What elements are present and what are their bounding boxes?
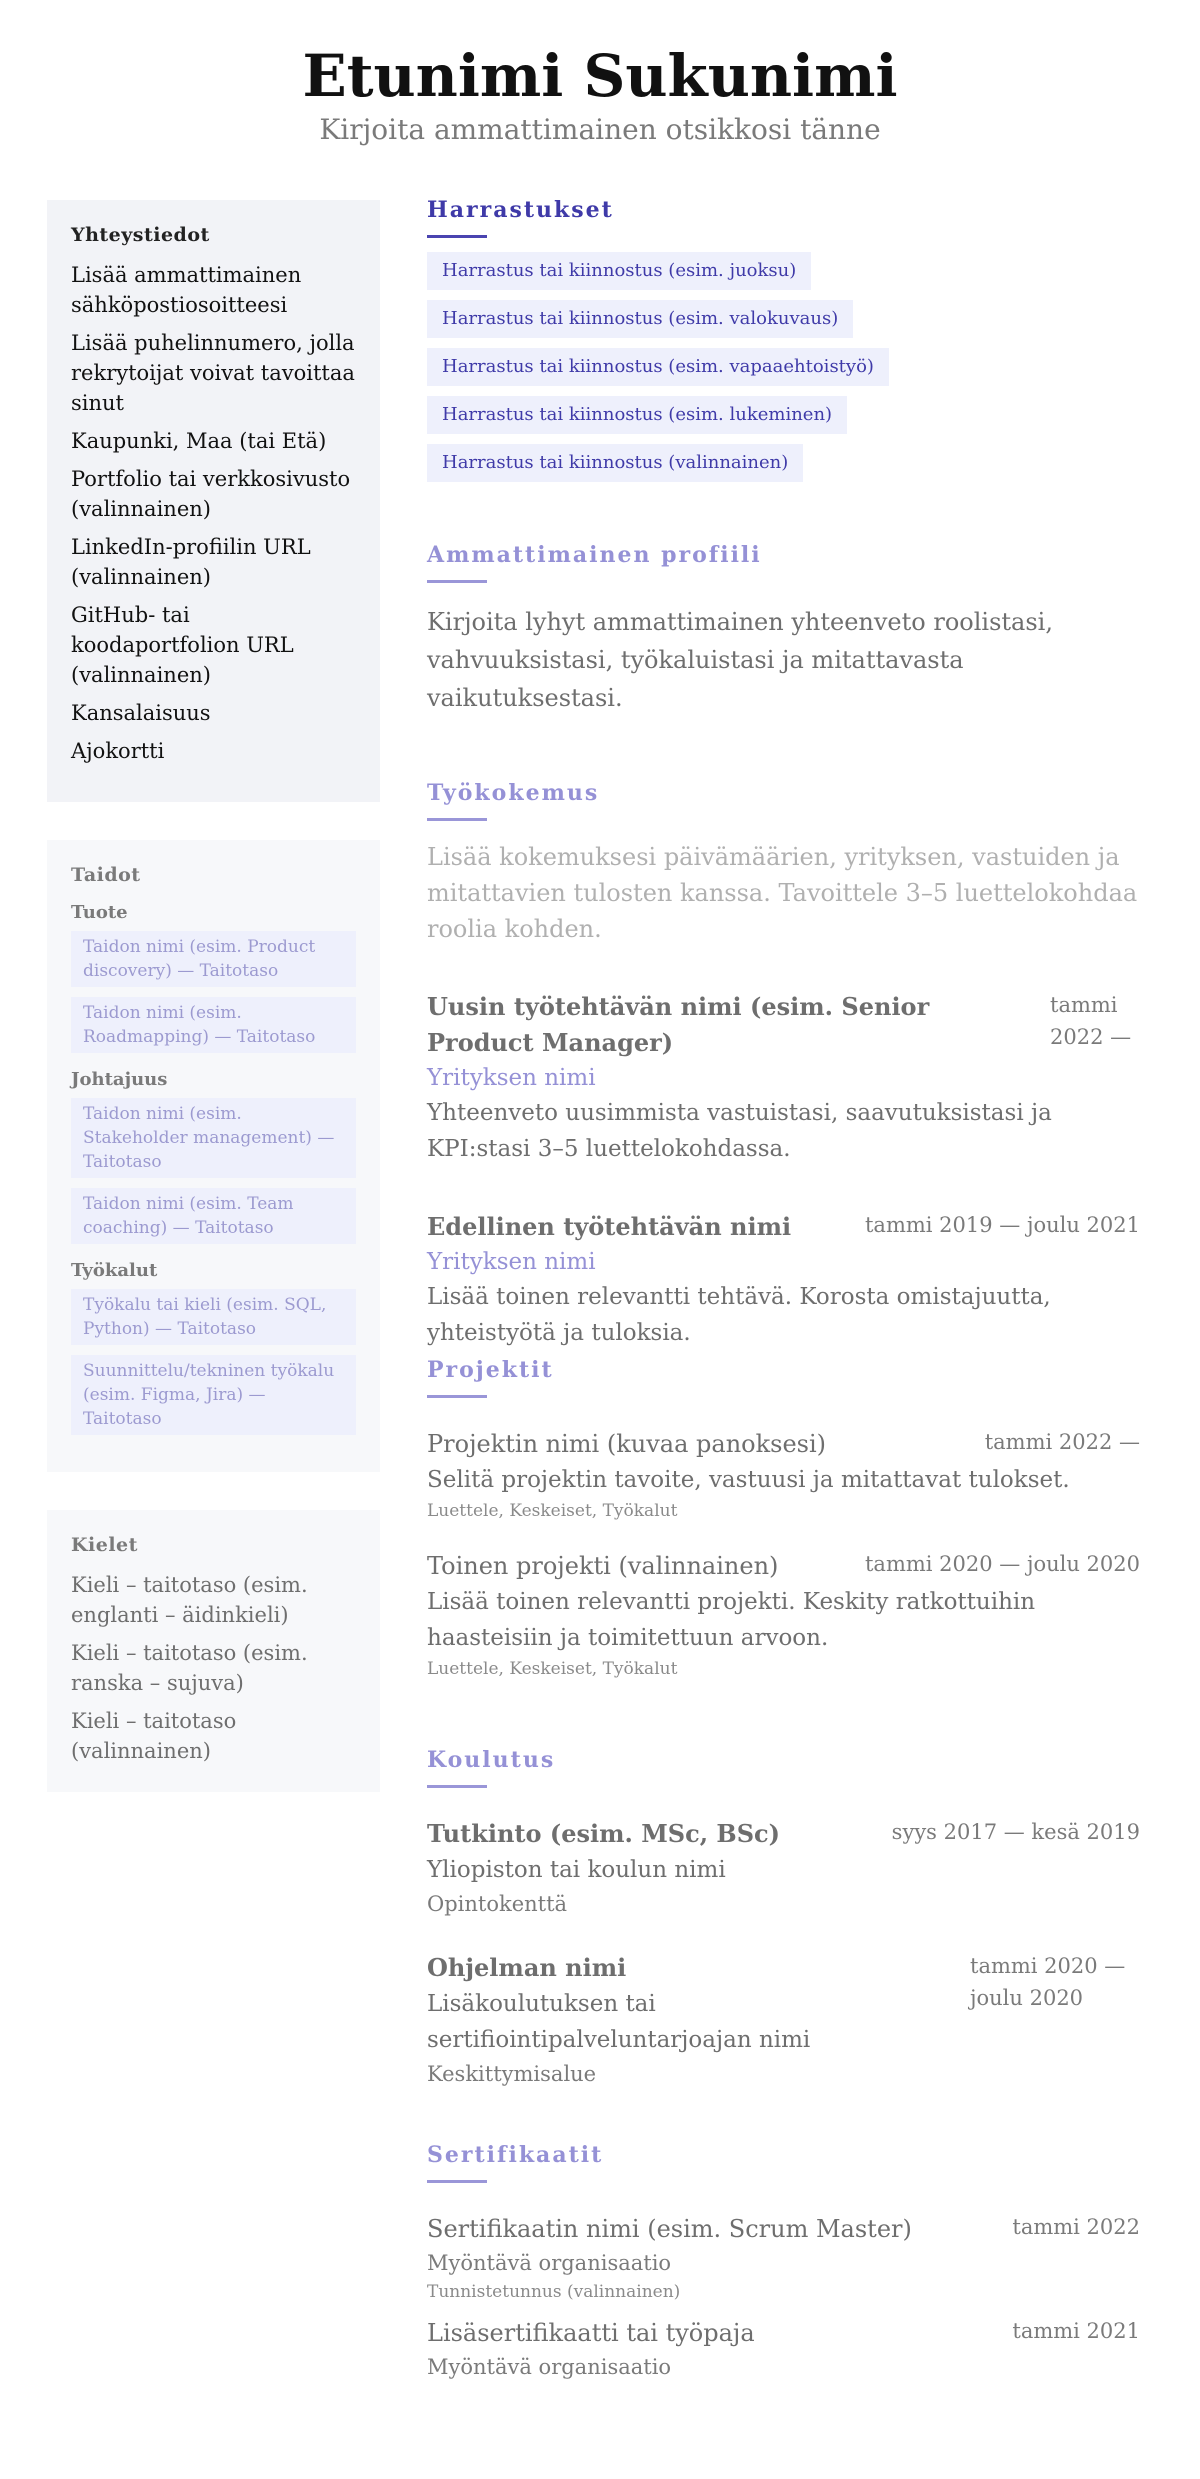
project-date: tammi 2020 — joulu 2020 xyxy=(864,1552,1140,1576)
contact-email: Lisää ammattimainen sähköpostiosoitteesi xyxy=(71,263,302,317)
education-title: Koulutus xyxy=(427,1747,556,1773)
education-entry xyxy=(427,1950,1140,2090)
hobby-chip: Harrastus tai kiinnostus (esim. valokuvaus) xyxy=(427,300,853,338)
job-summary: Yhteenveto uusimmista vastuistasi, saavutuksistasi ja KPI:stasi 3–5 luettelokohdassa. xyxy=(427,1100,1052,1162)
experience-intro: Lisää kokemuksesi päivämäärien, yrityksen, vastuiden ja mitattavien tulosten kanssa. Tavoittele 3–5 luettelokohdaa roolia kohden. xyxy=(427,843,1138,943)
projects-section xyxy=(427,1355,1140,1682)
project-tags: Luettele, Keskeiset, Työkalut xyxy=(427,1659,678,1679)
language-item: Kieli – taitotaso (esim. englanti – äidinkieli) xyxy=(71,1573,308,1627)
section-divider xyxy=(427,1395,487,1398)
languages-title: Kielet xyxy=(71,1534,138,1556)
profile-section xyxy=(427,540,1140,717)
hobby-chip: Harrastus tai kiinnostus (esim. vapaaehtoistyö) xyxy=(427,348,889,386)
hobbies-section xyxy=(427,195,1140,478)
certification-date: tammi 2021 xyxy=(1012,2319,1140,2343)
project-entry xyxy=(427,1548,1140,1682)
language-item: Kieli – taitotaso (valinnainen) xyxy=(71,1709,237,1763)
project-description: Lisää toinen relevantti projekti. Keskity ratkottuihin haasteisiin ja toimitettuun arvoon. xyxy=(427,1589,1036,1651)
profile-text: Kirjoita lyhyt ammattimainen yhteenveto roolistasi, vahvuuksistasi, työkaluistasi ja mitattavasta vaikutuksestasi. xyxy=(427,608,1053,712)
certifications-section xyxy=(427,2140,1140,2383)
experience-title: Työkokemus xyxy=(427,780,600,806)
skill-chip: Suunnittelu/tekninen työkalu (esim. Figma, Jira) — Taitotaso xyxy=(71,1355,356,1435)
project-title: Toinen projekti (valinnainen) xyxy=(427,1552,779,1580)
project-tags: Luettele, Keskeiset, Työkalut xyxy=(427,1501,678,1521)
education-section xyxy=(427,1745,1140,2090)
company-name: Yrityksen nimi xyxy=(427,1249,596,1275)
project-entry xyxy=(427,1426,1140,1524)
certifications-title: Sertifikaatit xyxy=(427,2142,604,2168)
certification-date: tammi 2022 xyxy=(1012,2215,1140,2239)
contact-linkedin: LinkedIn-profiilin URL (valinnainen) xyxy=(71,535,311,589)
skill-group-title: Tuote xyxy=(71,902,128,923)
certification-entry xyxy=(427,2315,1140,2383)
degree-title: Tutkinto (esim. MSc, BSc) xyxy=(427,1819,781,1848)
contact-title: Yhteystiedot xyxy=(71,224,210,246)
certification-id: Tunnistetunnus (valinnainen) xyxy=(427,2282,681,2302)
skill-group-title: Työkalut xyxy=(71,1260,158,1281)
certification-issuer: Myöntävä organisaatio xyxy=(427,2355,672,2379)
skills-title: Taidot xyxy=(71,864,141,886)
field-of-study: Opintokenttä xyxy=(427,1892,568,1916)
certification-title: Sertifikaatin nimi (esim. Scrum Master) xyxy=(427,2215,912,2243)
project-description: Selitä projektin tavoite, vastuusi ja mitattavat tulokset. xyxy=(427,1467,1070,1493)
skill-chip: Taidon nimi (esim. Product discovery) — Taitotaso xyxy=(71,931,356,987)
hobby-chip: Harrastus tai kiinnostus (esim. lukeminen) xyxy=(427,396,847,434)
skill-chip: Työkalu tai kieli (esim. SQL, Python) — Taitotaso xyxy=(71,1289,356,1345)
resume-header xyxy=(0,40,1200,148)
field-of-study: Keskittymisalue xyxy=(427,2062,597,2086)
section-divider xyxy=(427,1785,487,1788)
contact-driving-license: Ajokortti xyxy=(71,739,165,763)
profile-title: Ammattimainen profiili xyxy=(427,542,762,568)
contact-portfolio: Portfolio tai verkkosivusto (valinnainen) xyxy=(71,467,351,521)
experience-entry xyxy=(427,1209,1140,1351)
certification-entry xyxy=(427,2211,1140,2305)
experience-entry xyxy=(427,989,1140,1167)
job-date: tammi 2019 — joulu 2021 xyxy=(864,1213,1140,1237)
section-divider xyxy=(427,2180,487,2183)
education-entry xyxy=(427,1816,1140,1920)
professional-headline: Kirjoita ammattimainen otsikkosi tänne xyxy=(319,113,881,146)
skill-group-title: Johtajuus xyxy=(71,1069,168,1090)
project-title: Projektin nimi (kuvaa panoksesi) xyxy=(427,1430,827,1458)
skill-chip: Taidon nimi (esim. Stakeholder management) — Taitotaso xyxy=(71,1098,356,1178)
full-name: Etunimi Sukunimi xyxy=(302,42,898,110)
language-item: Kieli – taitotaso (esim. ranska – sujuva) xyxy=(71,1641,308,1695)
experience-section xyxy=(427,778,1140,1351)
job-title: Edellinen työtehtävän nimi xyxy=(427,1212,792,1241)
job-title: Uusin työtehtävän nimi (esim. Senior Product Manager) xyxy=(427,992,930,1057)
hobby-chip: Harrastus tai kiinnostus (valinnainen) xyxy=(427,444,803,482)
contact-github: GitHub- tai koodaportfolion URL (valinnainen) xyxy=(71,603,294,687)
languages-card xyxy=(47,1510,380,1792)
hobby-chip: Harrastus tai kiinnostus (esim. juoksu) xyxy=(427,252,811,290)
hobbies-title: Harrastukset xyxy=(427,197,614,223)
education-date: tammi 2020 — joulu 2020 xyxy=(970,1954,1126,2010)
job-date: tammi 2022 — xyxy=(1050,993,1132,1049)
contact-citizenship: Kansalaisuus xyxy=(71,701,211,725)
project-date: tammi 2022 — xyxy=(984,1430,1140,1454)
contact-phone: Lisää puhelinnumero, jolla rekrytoijat voivat tavoittaa sinut xyxy=(71,331,355,415)
projects-title: Projektit xyxy=(427,1357,554,1383)
contact-card xyxy=(47,200,380,802)
degree-title: Ohjelman nimi xyxy=(427,1953,627,1982)
section-divider xyxy=(427,580,487,583)
section-divider xyxy=(427,818,487,821)
company-name: Yrityksen nimi xyxy=(427,1065,596,1091)
skill-chip: Taidon nimi (esim. Team coaching) — Taitotaso xyxy=(71,1188,356,1244)
skills-card xyxy=(47,840,380,1472)
contact-location: Kaupunki, Maa (tai Etä) xyxy=(71,429,327,453)
certification-title: Lisäsertifikaatti tai työpaja xyxy=(427,2319,755,2347)
certification-issuer: Myöntävä organisaatio xyxy=(427,2251,672,2275)
school-name: Yliopiston tai koulun nimi xyxy=(427,1857,726,1883)
skill-chip: Taidon nimi (esim. Roadmapping) — Taitotaso xyxy=(71,997,356,1053)
school-name: Lisäkoulutuksen tai sertifiointipalveluntarjoajan nimi xyxy=(427,1991,811,2053)
job-summary: Lisää toinen relevantti tehtävä. Korosta omistajuutta, yhteistyötä ja tuloksia. xyxy=(427,1284,1051,1346)
education-date: syys 2017 — kesä 2019 xyxy=(891,1820,1140,1844)
